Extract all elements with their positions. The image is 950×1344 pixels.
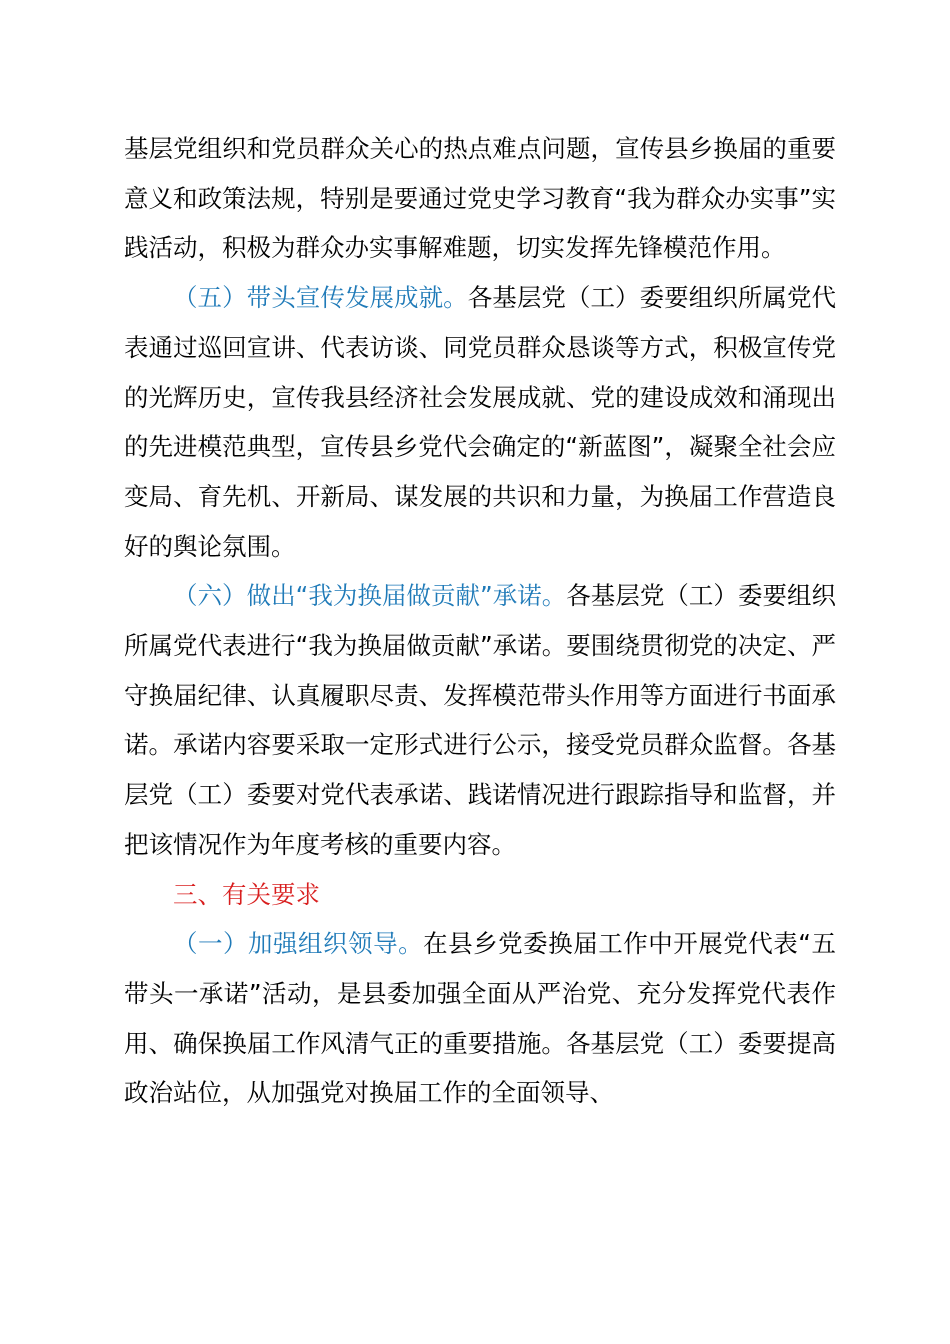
section-3-title [124, 870, 836, 920]
document-body [124, 124, 836, 1118]
item-5-heading: （五）带头宣传发展成就。 [173, 283, 468, 313]
section-3-item-1-body: 在县乡党委换届工作中开展党代表“五带头一承诺”活动，是县委加强全面从严治党、充分发挥党代表作用、确保换届工作风清气正的重要措施。各基层党（工）委要提高政治站位，从加强党对换届工作的全面领导、 [124, 929, 836, 1108]
paragraph-section-3-item-1 [124, 919, 836, 1118]
paragraph-1-body: 基层党组织和党员群众关心的热点难点问题，宣传县乡换届的重要意义和政策法规，特别是要通过党史学习教育“我为群众办实事”实践活动，积极为群众办实事解难题，切实发挥先锋模范作用。 [124, 134, 836, 263]
section-3-item-1-heading: （一）加强组织领导。 [173, 929, 424, 959]
item-6-body: 各基层党（工）委要组织所属党代表进行“我为换届做贡献”承诺。要围绕贯彻党的决定、严守换届纪律、认真履职尽责、发挥模范带头作用等方面进行书面承诺。承诺内容要采取一定形式进行公示，接受党员群众监督。各基层党（工）委要对党代表承诺、践诺情况进行跟踪指导和监督，并把该情况作为年度考核的重要内容。 [124, 581, 837, 859]
item-6-heading: （六）做出“我为换届做贡献”承诺。 [173, 581, 567, 611]
item-5-body: 各基层党（工）委要组织所属党代表通过巡回宣讲、代表访谈、同党员群众恳谈等方式，积极宣传党的光辉历史，宣传我县经济社会发展成就、党的建设成效和涌现出的先进模范典型，宣传县乡党代会确定的“新蓝图”，凝聚全社会应变局、育先机、开新局、谋发展的共识和力量，为换届工作营造良好的舆论氛围。 [124, 283, 837, 561]
paragraph-1 [124, 124, 836, 273]
section-3-title-text: 三、有关要求 [173, 879, 320, 909]
paragraph-item-5 [124, 273, 836, 571]
paragraph-item-6 [124, 571, 836, 869]
